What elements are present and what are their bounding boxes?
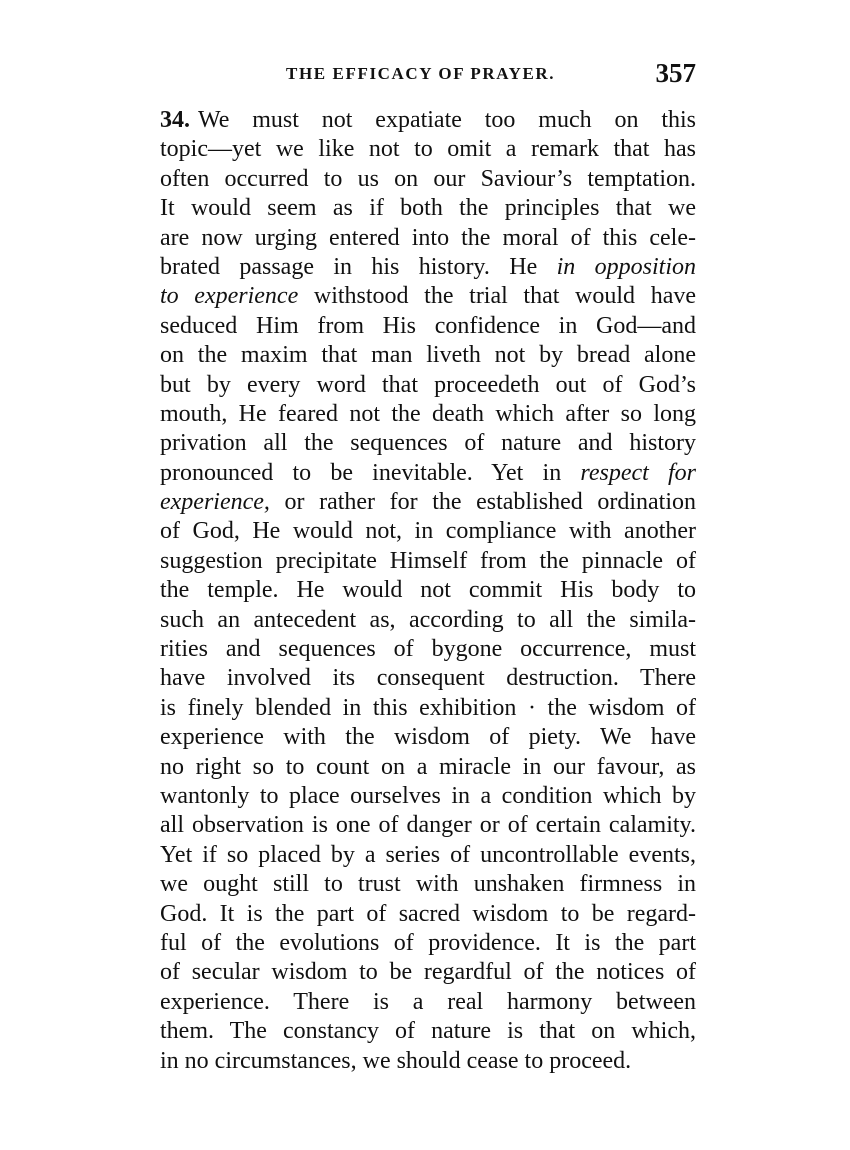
text-segment: them. The constancy of nature is that on which, — [160, 1018, 696, 1045]
text-segment: mouth, He feared not the death which after so long — [160, 400, 696, 427]
text-line — [160, 1047, 696, 1076]
text-segment: of secular wisdom to be regardful of the notices of — [160, 959, 696, 986]
text-line — [160, 782, 696, 811]
text-segment: ful of the evolutions of providence. It is the part — [160, 929, 696, 956]
text-segment: no right so to count on a miracle in our favour, as — [160, 753, 696, 780]
text-segment: often occurred to us on our Saviour’s temptation. — [160, 165, 696, 192]
text-line — [160, 194, 696, 223]
text-line — [160, 547, 696, 576]
text-segment: wantonly to place ourselves in a condition which by — [160, 782, 696, 809]
text-segment: Yet if so placed by a series of uncontrollable events, — [160, 841, 696, 868]
text-segment: experience with the wisdom of piety. We have — [160, 724, 696, 751]
text-line — [160, 1017, 696, 1046]
text-segment: seduced Him from His confidence in God—and — [160, 312, 696, 339]
text-line — [160, 606, 696, 635]
text-line — [160, 811, 696, 840]
text-line — [160, 870, 696, 899]
text-segment: the temple. He would not commit His body to — [160, 577, 696, 604]
italic-text: in opposition — [556, 253, 696, 280]
paragraph-number: 34. — [160, 107, 190, 133]
text-segment: all observation is one of danger or of certain calamity. — [160, 812, 696, 839]
text-line — [160, 341, 696, 370]
text-segment: It would seem as if both the principles that we — [160, 195, 696, 222]
text-line — [160, 459, 696, 488]
text-line — [160, 312, 696, 341]
text-segment: on the maxim that man liveth not by bread alone — [160, 342, 696, 369]
text-line — [160, 929, 696, 958]
text-line — [160, 841, 696, 870]
text-segment: but by every word that proceedeth out of God’s — [160, 371, 696, 398]
running-head — [160, 58, 696, 92]
text-segment: in no circumstances, we should cease to proceed. — [160, 1047, 632, 1074]
text-line — [160, 694, 696, 723]
text-segment: pronounced to be inevitable. Yet in — [160, 459, 581, 486]
text-segment: of God, He would not, in compliance with another — [160, 518, 696, 545]
text-segment: topic—yet we like not to omit a remark that has — [160, 136, 696, 163]
text-line — [160, 988, 696, 1017]
text-segment: or rather for the established ordination — [269, 489, 696, 516]
text-segment: privation all the sequences of nature and history — [160, 430, 696, 457]
text-segment: is finely blended in this exhibition · the wisdom of — [160, 694, 696, 721]
text-line — [160, 135, 696, 164]
running-title: THE EFFICACY OF PRAYER. — [286, 64, 556, 83]
text-line — [160, 429, 696, 458]
paragraph-34 — [160, 106, 696, 1076]
text-line — [160, 106, 696, 135]
text-line — [160, 635, 696, 664]
text-segment: withstood the trial that would have — [298, 283, 697, 310]
text-segment: have involved its consequent destruction. There — [160, 665, 696, 692]
text-segment: suggestion precipitate Himself from the pinnacle of — [160, 547, 696, 574]
text-segment: We must not expatiate too much on this — [198, 107, 696, 133]
italic-text: respect for — [580, 459, 696, 486]
text-segment: brated passage in his history. He — [160, 253, 557, 280]
text-line — [160, 958, 696, 987]
text-segment: such an antecedent as, according to all the simila- — [160, 606, 696, 633]
italic-text: experience, — [160, 489, 270, 516]
text-segment: experience. There is a real harmony between — [160, 988, 696, 1015]
text-segment: rities and sequences of bygone occurrence, must — [160, 636, 696, 663]
text-line — [160, 753, 696, 782]
text-segment: we ought still to trust with unshaken firmness in — [160, 871, 696, 898]
text-line — [160, 576, 696, 605]
text-line — [160, 400, 696, 429]
text-line — [160, 664, 696, 693]
text-line — [160, 517, 696, 546]
text-segment: are now urging entered into the moral of this cele- — [160, 224, 696, 251]
text-segment: God. It is the part of sacred wisdom to be regard- — [160, 900, 696, 927]
text-line — [160, 371, 696, 400]
text-line — [160, 253, 696, 282]
text-line — [160, 488, 696, 517]
text-line — [160, 282, 696, 311]
text-line — [160, 165, 696, 194]
text-line — [160, 723, 696, 752]
text-line — [160, 224, 696, 253]
text-line — [160, 900, 696, 929]
page-number: 357 — [655, 58, 696, 88]
italic-text: to experience — [160, 283, 299, 310]
